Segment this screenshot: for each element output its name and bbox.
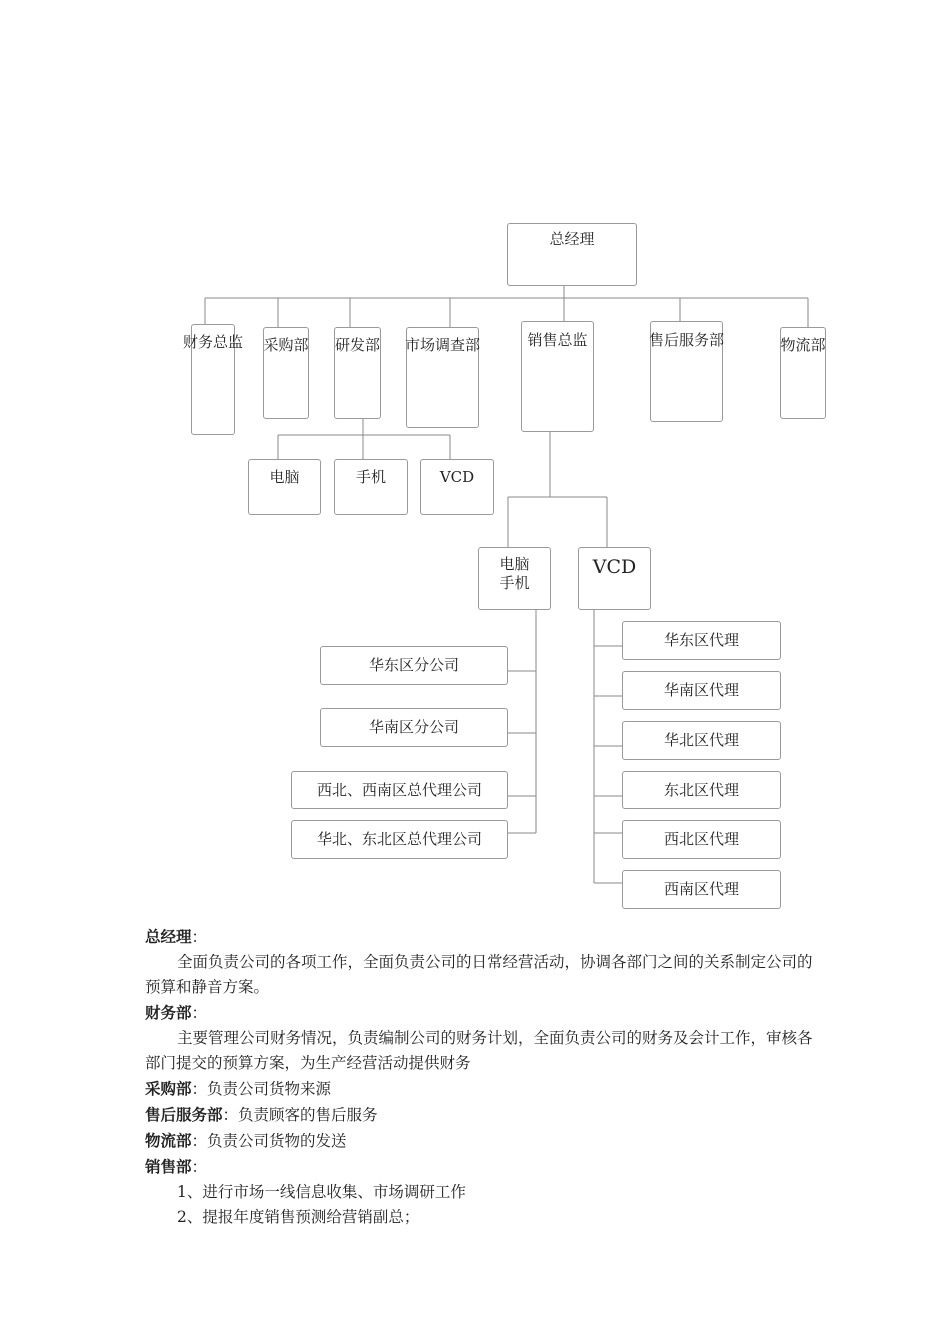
node-logistics-label: 物流部 (780, 336, 826, 354)
after-sales-text: 负责顾客的售后服务 (238, 1106, 378, 1124)
logistics-text: 负责公司货物的发送 (207, 1132, 347, 1150)
department-descriptions (145, 924, 815, 1230)
node-rd-phone-label: 手机 (355, 468, 386, 486)
node-sales-director-label: 销售总监 (527, 331, 588, 349)
node-purchasing (263, 327, 309, 419)
node-east-china-branch-label: 华东区分公司 (368, 656, 459, 674)
node-finance-director (182, 324, 243, 435)
node-rd-pc-label: 电脑 (269, 468, 300, 486)
node-south-china-branch (320, 708, 508, 747)
node-south-agent (622, 671, 781, 710)
ceo-heading-line (145, 924, 815, 950)
node-rd-label: 研发部 (334, 336, 380, 354)
node-sales-pc-label: 电脑 (499, 555, 530, 573)
node-northwest-southwest-agent (291, 771, 508, 809)
node-northeast-agent-label: 东北区代理 (663, 780, 739, 799)
node-southwest-agent (622, 870, 781, 909)
colon: ： (222, 1106, 239, 1124)
node-logistics (780, 327, 826, 419)
node-after-sales (650, 321, 723, 422)
node-north-agent (622, 721, 781, 760)
after-sales-heading: 售后服务部 (145, 1105, 223, 1124)
node-finance-director-label: 财务总监 (182, 333, 243, 351)
colon: ： (191, 1158, 208, 1176)
node-north-northeast-agent (291, 820, 508, 859)
node-rd-vcd (420, 459, 494, 515)
purchasing-line (145, 1076, 815, 1102)
node-north-northeast-agent-label: 华北、东北区总代理公司 (316, 830, 482, 848)
node-northwest-southwest-agent-label: 西北、西南区总代理公司 (316, 780, 482, 799)
purchasing-heading: 采购部 (145, 1079, 192, 1098)
node-purchasing-label: 采购部 (263, 336, 309, 354)
node-sales-director (521, 321, 594, 432)
node-north-agent-label: 华北区代理 (663, 731, 739, 749)
node-east-agent (622, 621, 781, 660)
node-northwest-agent-label: 西北区代理 (663, 830, 739, 848)
ceo-text: 全面负责公司的各项工作，全面负责公司的日常经营活动，协调各部门之间的关系制定公司的预算和静音方案。 (145, 953, 813, 996)
finance-heading: 财务部 (145, 1003, 192, 1022)
node-market-research-label: 市场调查部 (404, 336, 480, 354)
sales-item: 1、进行市场一线信息收集、市场调研工作 (177, 1183, 466, 1201)
node-sales-pc-phone (478, 547, 551, 610)
sales-item: 2、提报年度销售预测给营销副总； (177, 1208, 420, 1226)
logistics-heading: 物流部 (145, 1131, 192, 1150)
node-south-china-branch-label: 华南区分公司 (368, 718, 459, 736)
logistics-line (145, 1128, 815, 1154)
purchasing-text: 负责公司货物来源 (207, 1080, 332, 1098)
node-sales-vcd-label: VCD (592, 556, 637, 578)
after-sales-line (145, 1102, 815, 1128)
node-after-sales-label: 售后服务部 (648, 331, 724, 349)
node-rd-pc (248, 459, 321, 515)
node-northwest-agent (622, 820, 781, 859)
colon: ： (191, 1004, 208, 1022)
ceo-heading: 总经理 (145, 927, 192, 946)
colon: ： (191, 928, 208, 946)
node-ceo-label: 总经理 (549, 230, 595, 248)
node-ceo (507, 223, 637, 286)
node-sales-phone-label: 手机 (499, 574, 530, 592)
colon: ： (191, 1080, 208, 1098)
sales-heading: 销售部 (145, 1157, 192, 1176)
node-rd-phone (334, 459, 408, 515)
node-sales-vcd (578, 547, 651, 610)
colon: ： (191, 1132, 208, 1150)
node-northeast-agent (622, 771, 781, 809)
node-east-agent-label: 华东区代理 (663, 631, 739, 649)
node-southwest-agent-label: 西南区代理 (663, 880, 739, 898)
node-south-agent-label: 华南区代理 (663, 681, 739, 699)
node-rd-vcd-label: VCD (439, 468, 475, 486)
node-rd (334, 327, 381, 419)
node-market-research (406, 327, 479, 428)
node-east-china-branch (320, 646, 508, 685)
finance-text: 主要管理公司财务情况，负责编制公司的财务计划，全面负责公司的财务及会计工作，审核各部门提交的预算方案，为生产经营活动提供财务 (145, 1029, 813, 1072)
sales-heading-line (145, 1154, 815, 1180)
finance-heading-line (145, 1000, 815, 1026)
